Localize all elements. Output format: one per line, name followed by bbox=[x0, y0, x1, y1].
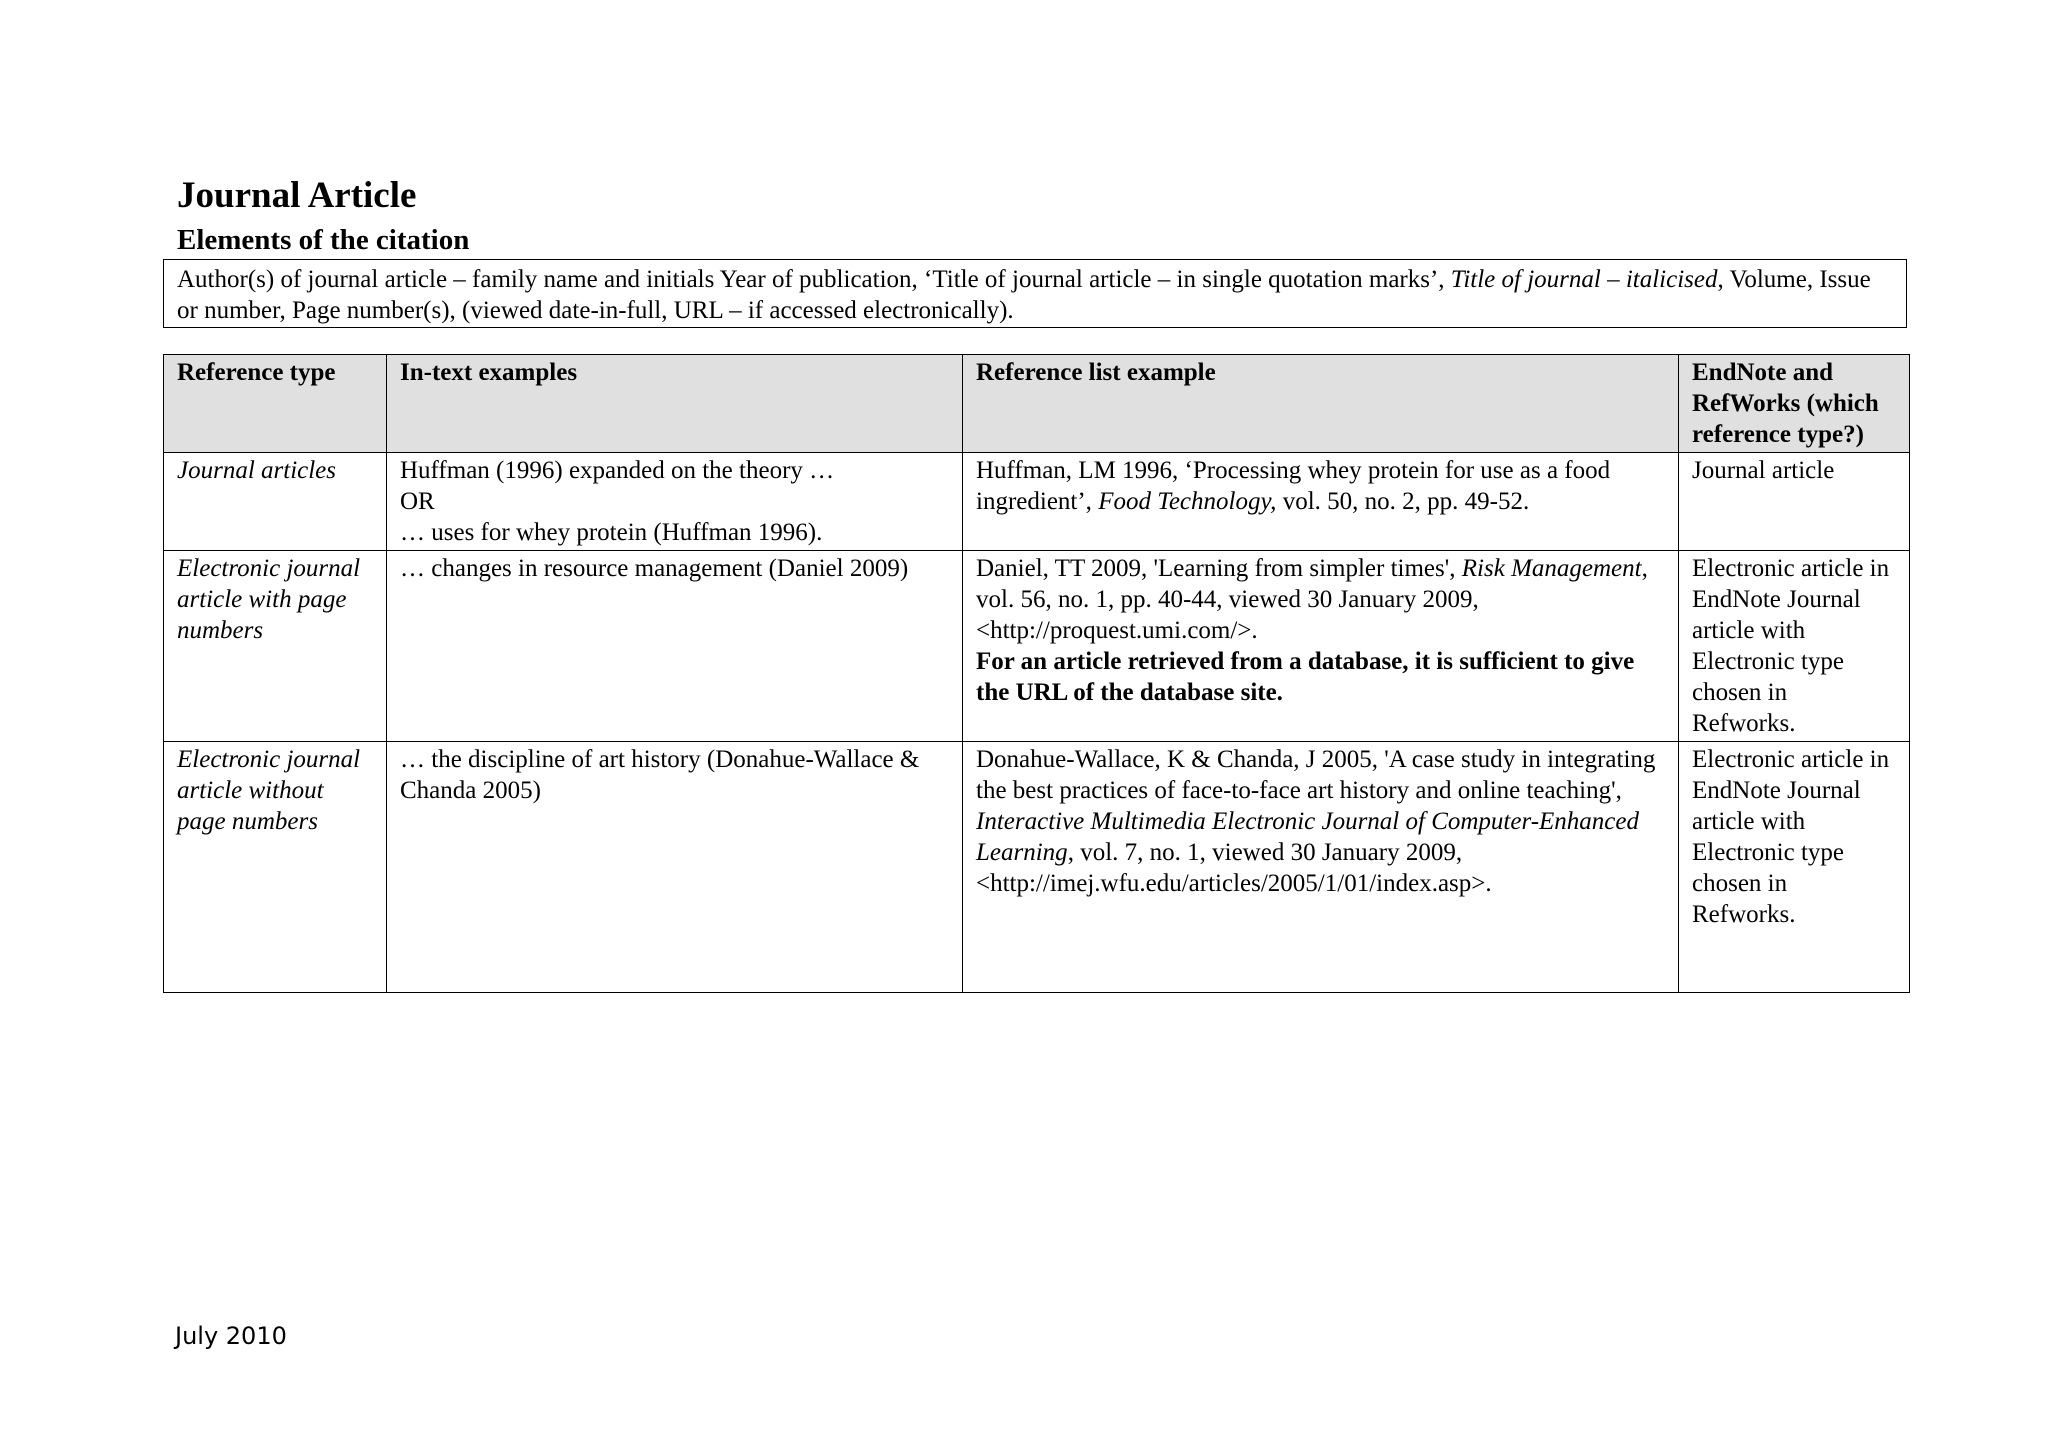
reference-type-cell: Electronic journal article without page numbers bbox=[164, 742, 387, 993]
citation-elements-box bbox=[163, 259, 1907, 328]
in-text-line: OR bbox=[400, 488, 435, 515]
elements-text: Author(s) of journal article – family name and initials Year of publication, ‘Title of journal article – in single quotation marks’, bbox=[177, 266, 1451, 293]
table-header-row bbox=[164, 355, 1910, 453]
ref-text: Daniel, TT 2009, 'Learning from simpler times', bbox=[976, 555, 1462, 582]
page-title: Journal Article bbox=[177, 175, 417, 216]
table-row bbox=[164, 453, 1910, 551]
in-text-cell bbox=[387, 453, 963, 551]
ref-journal-title: Risk Management bbox=[1461, 555, 1642, 582]
ref-text-end: , vol. 7, no. 1, viewed 30 January 2009, <http://imej.wfu.edu/articles/2005/1/01/index.asp>. bbox=[976, 839, 1492, 897]
table-row bbox=[164, 742, 1910, 993]
in-text-line: Huffman (1996) expanded on the theory … bbox=[400, 457, 835, 484]
header-reference-type: Reference type bbox=[164, 355, 387, 453]
ref-text: Huffman, LM 1996, ‘Processing whey protein for use as a food ingredient’, bbox=[976, 457, 1611, 515]
reference-list-cell bbox=[963, 742, 1679, 993]
header-in-text-examples: In-text examples bbox=[387, 355, 963, 453]
elements-italic-text: Title of journal – italicised bbox=[1450, 266, 1718, 293]
footer-date: July 2010 bbox=[175, 1322, 287, 1350]
ref-text-end: , vol. 56, no. 1, pp. 40-44, viewed 30 January 2009, <http://proquest.umi.com/>. bbox=[976, 555, 1648, 644]
ref-journal-title: Food Technology, bbox=[1098, 488, 1277, 515]
endnote-cell: Electronic article in EndNote Journal article with Electronic type chosen in Refworks. bbox=[1679, 742, 1910, 993]
reference-list-cell bbox=[963, 551, 1679, 742]
in-text-cell: … the discipline of art history (Donahue-Wallace & Chanda 2005) bbox=[387, 742, 963, 993]
endnote-cell: Electronic article in EndNote Journal article with Electronic type chosen in Refworks. bbox=[1679, 551, 1910, 742]
in-text-line: … uses for whey protein (Huffman 1996). bbox=[400, 519, 823, 546]
in-text-cell: … changes in resource management (Daniel 2009) bbox=[387, 551, 963, 742]
table-row bbox=[164, 551, 1910, 742]
reference-list-cell bbox=[963, 453, 1679, 551]
ref-text: Donahue-Wallace, K & Chanda, J 2005, 'A case study in integrating the best practices of face-to-face art history and online teaching', bbox=[976, 746, 1656, 804]
header-reference-list-example: Reference list example bbox=[963, 355, 1679, 453]
ref-journal-title: Interactive Multimedia Electronic Journal of Computer-Enhanced Learning bbox=[976, 808, 1639, 866]
ref-database-note: For an article retrieved from a database, it is sufficient to give the URL of the database site. bbox=[976, 648, 1635, 706]
reference-type-cell: Electronic journal article with page numbers bbox=[164, 551, 387, 742]
reference-type-cell: Journal articles bbox=[164, 453, 387, 551]
header-endnote-refworks: EndNote and RefWorks (which reference type?) bbox=[1679, 355, 1910, 453]
elements-text-end: , Volume, Issue or number, Page number(s), (viewed date-in-full, URL – if accessed electronically). bbox=[177, 266, 1871, 324]
endnote-cell: Journal article bbox=[1679, 453, 1910, 551]
reference-table bbox=[163, 354, 1910, 993]
section-subtitle: Elements of the citation bbox=[177, 224, 470, 256]
ref-text-end: vol. 50, no. 2, pp. 49-52. bbox=[1276, 488, 1530, 515]
